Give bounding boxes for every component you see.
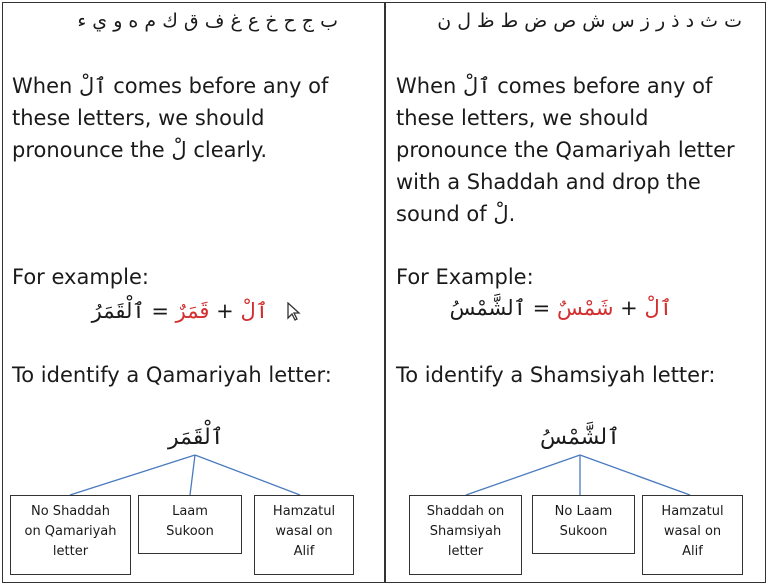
right-para-line: When ٱلْ comes before any of [396,74,713,98]
box-line: wasal on [275,524,333,539]
box-line: Shaddah on [426,504,505,519]
right-box-no-laam-sukoon [532,495,635,554]
example-result: ٱلشَّمْسُ [449,296,526,320]
left-box-laam-sukoon [138,495,242,554]
box-line: letter [52,544,89,559]
qamariyah-letters: ب ج ح خ ع غ ف ق ك م ه و ي ء [77,10,338,32]
al-prefix: ٱلْ [644,296,672,320]
plus-sign: + [216,299,234,323]
left-identify-heading: To identify a Qamariyah letter: [12,363,332,387]
box-line: Alif [682,544,703,559]
right-connector-3 [580,455,690,495]
right-identify-heading: To identify a Shamsiyah letter: [396,363,716,387]
left-connector-3 [195,455,300,495]
box-line: wasal on [663,524,722,539]
right-box-shaddah [409,495,522,575]
right-para-line: pronounce the Qamariyah letter [396,138,735,162]
al-prefix: ٱلْ [240,299,268,323]
left-connector-1 [70,455,195,495]
box-line: Hamzatul [272,504,336,519]
right-para-line: these letters, we should [396,106,649,130]
left-para-line: these letters, we should [12,106,265,130]
box-line: Shamsiyah [429,524,502,539]
box-line: Alif [293,544,315,559]
equals-sign: = [151,299,169,323]
left-para-line: pronounce the لْ clearly. [12,138,268,162]
example-result: ٱلْقَمَرُ [91,299,145,323]
box-line: on Qamariyah [24,524,117,539]
right-para-line: with a Shaddah and drop the [396,170,701,194]
box-line: letter [447,544,484,559]
left-para-line: When ٱلْ comes before any of [12,74,329,98]
equals-sign: = [532,296,551,320]
right-box-hamzatul-wasal [642,495,743,575]
right-tree-word: ٱلشَّمْسُ [540,425,620,450]
shamsiyah-letters: ت ث د ذ ر ز س ش ص ض ط ظ ل ن [437,10,742,32]
left-tree-word: ٱلْقَمَر [168,425,224,450]
example-word: قَمَرٌ [175,299,210,323]
box-line: Hamzatul [661,504,724,519]
left-box-hamzatul-wasal [254,495,354,575]
right-example-label: For Example: [396,265,534,289]
example-word: شَمْسٌ [556,296,614,320]
box-line: Sukoon [559,524,608,539]
box-line: Laam [172,504,208,519]
left-example-label: For example: [12,265,149,289]
box-line: No Laam [554,504,613,519]
right-connector-1 [466,455,580,495]
left-connector-2 [190,455,195,495]
box-line: No Shaddah [31,504,110,519]
box-line: Sukoon [166,524,214,539]
right-para-line: sound of لْ. [396,202,516,226]
left-box-no-shaddah [10,495,131,575]
plus-sign: + [620,296,638,320]
